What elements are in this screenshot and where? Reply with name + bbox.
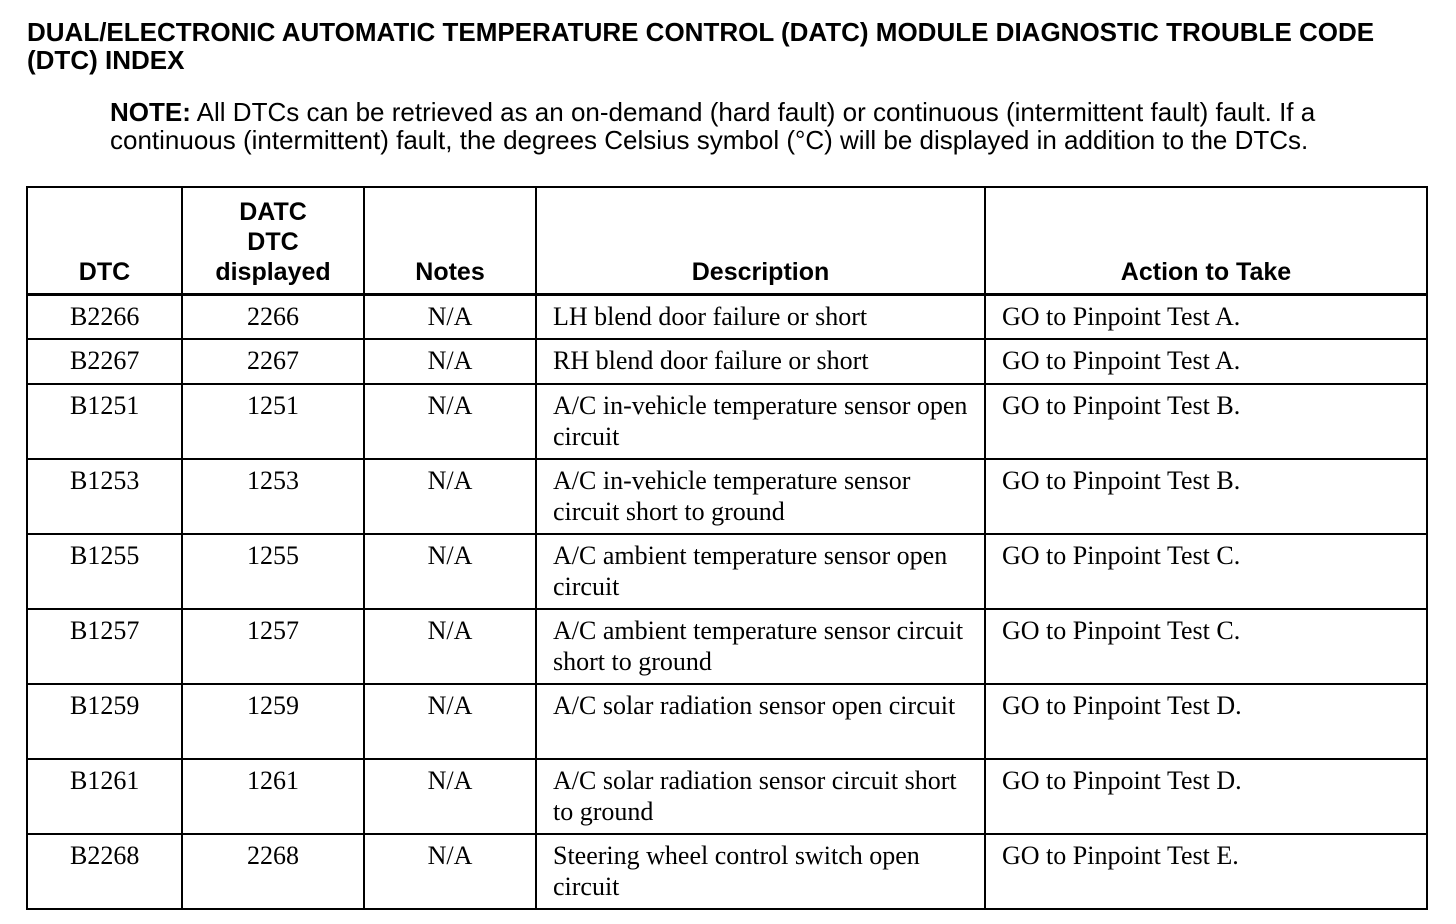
cell-datc-displayed: 1259 (182, 684, 364, 759)
cell-datc-displayed: 1261 (182, 759, 364, 834)
cell-dtc: B1257 (27, 609, 182, 684)
cell-notes: N/A (364, 339, 536, 384)
dtc-index-table (26, 186, 1428, 910)
cell-datc-displayed: 1253 (182, 459, 364, 534)
table-row (27, 459, 1427, 534)
cell-dtc: B2268 (27, 834, 182, 909)
header-dtc: DTC (27, 187, 182, 294)
header-datc-line1: DATC (239, 197, 307, 226)
cell-description: LH blend door failure or short (536, 294, 985, 339)
cell-dtc: B1259 (27, 684, 182, 759)
cell-dtc: B1261 (27, 759, 182, 834)
note-text: All DTCs can be retrieved as an on-demand (hard fault) or continuous (intermittent fault) fault. If a continuous (intermittent) fault, the degrees Celsius symbol (°C) will be displayed in addition to the DTCs. (110, 97, 1316, 155)
header-action: Action to Take (985, 187, 1427, 294)
cell-description: A/C ambient temperature sensor circuit short to ground (536, 609, 985, 684)
cell-notes: N/A (364, 834, 536, 909)
cell-notes: N/A (364, 294, 536, 339)
cell-dtc: B2267 (27, 339, 182, 384)
header-datc-dtc-displayed (182, 187, 364, 294)
cell-notes: N/A (364, 684, 536, 759)
cell-action: GO to Pinpoint Test D. (985, 759, 1427, 834)
cell-action: GO to Pinpoint Test A. (985, 339, 1427, 384)
cell-description: A/C in-vehicle temperature sensor open circuit (536, 384, 985, 459)
cell-dtc: B1253 (27, 459, 182, 534)
cell-notes: N/A (364, 534, 536, 609)
cell-datc-displayed: 2266 (182, 294, 364, 339)
cell-datc-displayed: 1257 (182, 609, 364, 684)
cell-notes: N/A (364, 759, 536, 834)
header-datc-line2: DTC (247, 227, 299, 256)
cell-action: GO to Pinpoint Test B. (985, 459, 1427, 534)
cell-description: A/C solar radiation sensor circuit short to ground (536, 759, 985, 834)
cell-action: GO to Pinpoint Test D. (985, 684, 1427, 759)
cell-description: A/C in-vehicle temperature sensor circuit short to ground (536, 459, 985, 534)
cell-dtc: B1255 (27, 534, 182, 609)
header-notes: Notes (364, 187, 536, 294)
table-row (27, 609, 1427, 684)
cell-notes: N/A (364, 384, 536, 459)
cell-action: GO to Pinpoint Test B. (985, 384, 1427, 459)
page-title: DUAL/ELECTRONIC AUTOMATIC TEMPERATURE CONTROL (DATC) MODULE DIAGNOSTIC TROUBLE CODE (DTC) INDEX (27, 17, 1375, 75)
table-row (27, 534, 1427, 609)
cell-action: GO to Pinpoint Test C. (985, 534, 1427, 609)
table-row (27, 294, 1427, 339)
note-label: NOTE: (110, 97, 191, 127)
cell-description: A/C solar radiation sensor open circuit (536, 684, 985, 759)
table-row (27, 339, 1427, 384)
header-datc-line3: displayed (215, 257, 331, 286)
cell-notes: N/A (364, 459, 536, 534)
note-paragraph (110, 98, 1410, 154)
cell-action: GO to Pinpoint Test C. (985, 609, 1427, 684)
cell-description: Steering wheel control switch open circuit (536, 834, 985, 909)
cell-action: GO to Pinpoint Test A. (985, 294, 1427, 339)
table-row (27, 684, 1427, 759)
cell-datc-displayed: 1251 (182, 384, 364, 459)
table-row (27, 384, 1427, 459)
cell-datc-displayed: 2267 (182, 339, 364, 384)
cell-datc-displayed: 1255 (182, 534, 364, 609)
cell-action: GO to Pinpoint Test E. (985, 834, 1427, 909)
cell-description: RH blend door failure or short (536, 339, 985, 384)
table-header-row (27, 187, 1427, 294)
table-row (27, 759, 1427, 834)
cell-dtc: B2266 (27, 294, 182, 339)
cell-notes: N/A (364, 609, 536, 684)
cell-datc-displayed: 2268 (182, 834, 364, 909)
header-description: Description (536, 187, 985, 294)
cell-dtc: B1251 (27, 384, 182, 459)
table-row (27, 834, 1427, 909)
cell-description: A/C ambient temperature sensor open circuit (536, 534, 985, 609)
